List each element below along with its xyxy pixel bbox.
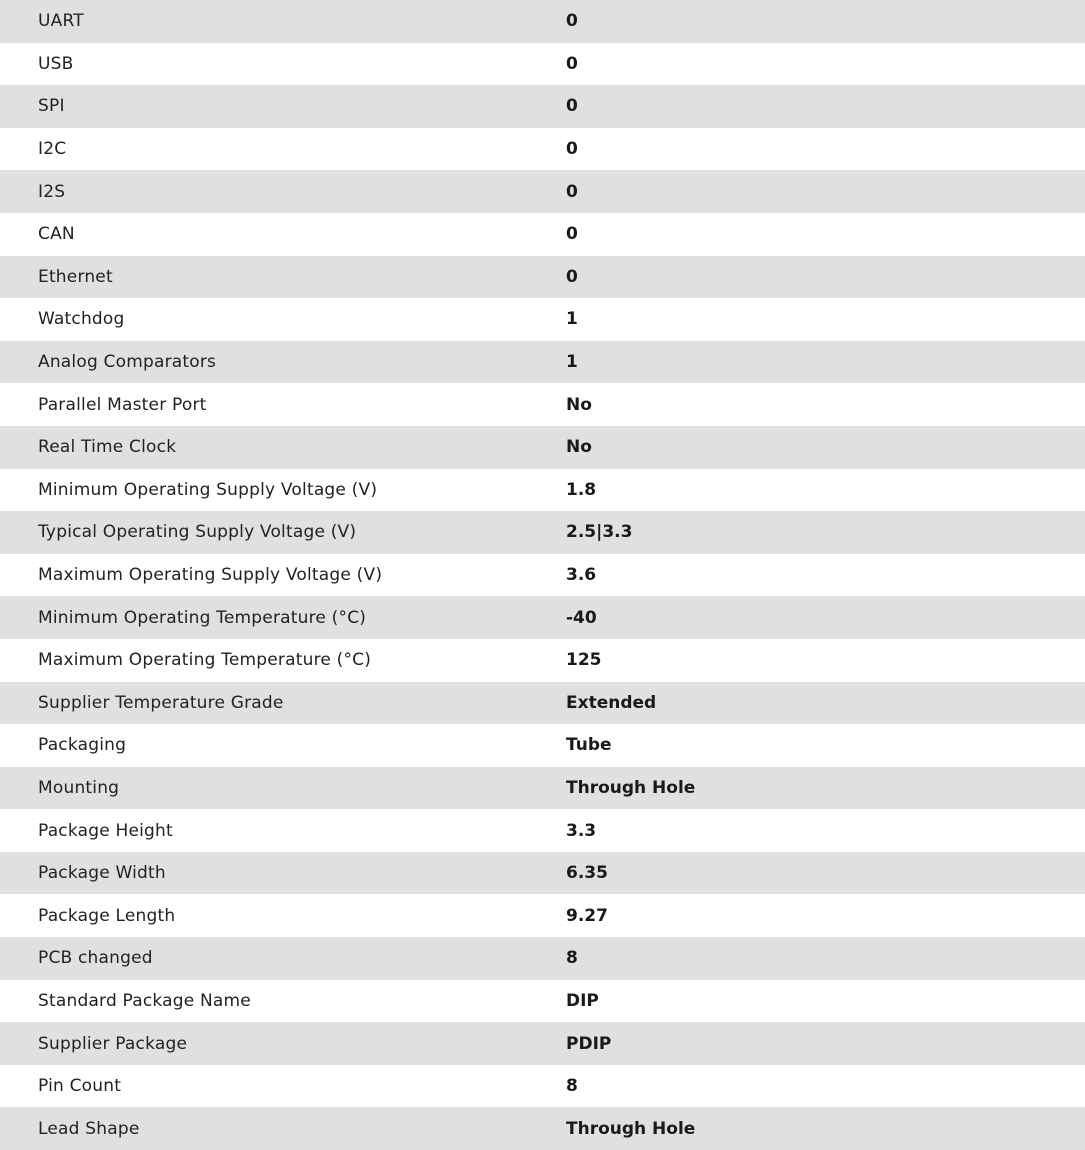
spec-label: Supplier Temperature Grade bbox=[38, 692, 284, 713]
spec-label: Analog Comparators bbox=[38, 352, 217, 373]
spec-value: Extended bbox=[566, 692, 657, 713]
table-row bbox=[0, 554, 1085, 597]
spec-label: CAN bbox=[38, 224, 75, 245]
spec-label: SPI bbox=[38, 96, 65, 117]
table-row bbox=[0, 128, 1085, 171]
spec-value: Tube bbox=[566, 735, 612, 756]
table-row bbox=[0, 639, 1085, 682]
table-row bbox=[0, 682, 1085, 725]
spec-value: 3.3 bbox=[566, 820, 597, 841]
spec-value: 0 bbox=[566, 139, 578, 160]
spec-label: Supplier Package bbox=[38, 1033, 188, 1054]
table-row bbox=[0, 85, 1085, 128]
table-row bbox=[0, 170, 1085, 213]
spec-value: 8 bbox=[566, 1076, 578, 1097]
table-row bbox=[0, 809, 1085, 852]
spec-value: 0 bbox=[566, 11, 578, 32]
spec-value: 0 bbox=[566, 266, 578, 287]
table-row bbox=[0, 426, 1085, 469]
spec-label: Package Width bbox=[38, 863, 166, 884]
table-row bbox=[0, 511, 1085, 554]
spec-value: 0 bbox=[566, 224, 578, 245]
table-row bbox=[0, 213, 1085, 256]
table-row bbox=[0, 1107, 1085, 1150]
table-row bbox=[0, 0, 1085, 43]
spec-value: 0 bbox=[566, 53, 578, 74]
spec-value: 0 bbox=[566, 181, 578, 202]
spec-label: Package Height bbox=[38, 820, 173, 841]
spec-value: 9.27 bbox=[566, 905, 608, 926]
table-row bbox=[0, 256, 1085, 299]
spec-value: No bbox=[566, 437, 592, 458]
spec-value: No bbox=[566, 394, 592, 415]
table-row bbox=[0, 298, 1085, 341]
spec-label: Real Time Clock bbox=[38, 437, 177, 458]
spec-label: Typical Operating Supply Voltage (V) bbox=[38, 522, 357, 543]
table-row bbox=[0, 469, 1085, 512]
spec-value: 1 bbox=[566, 352, 578, 373]
table-row bbox=[0, 596, 1085, 639]
spec-label: PCB changed bbox=[38, 948, 153, 969]
spec-label: USB bbox=[38, 53, 74, 74]
table-row bbox=[0, 980, 1085, 1023]
table-row bbox=[0, 1065, 1085, 1108]
table-row bbox=[0, 43, 1085, 86]
spec-label: Ethernet bbox=[38, 266, 113, 287]
spec-value: 3.6 bbox=[566, 565, 597, 586]
spec-label: Lead Shape bbox=[38, 1118, 140, 1139]
spec-value: 1.8 bbox=[566, 479, 597, 500]
spec-value: 8 bbox=[566, 948, 578, 969]
table-row bbox=[0, 852, 1085, 895]
spec-label: I2C bbox=[38, 139, 67, 160]
spec-label: Parallel Master Port bbox=[38, 394, 207, 415]
spec-label: Minimum Operating Temperature (°C) bbox=[38, 607, 367, 628]
spec-label: I2S bbox=[38, 181, 66, 202]
spec-value: DIP bbox=[566, 990, 599, 1011]
spec-value: 0 bbox=[566, 96, 578, 117]
table-row bbox=[0, 341, 1085, 384]
spec-label: Standard Package Name bbox=[38, 990, 251, 1011]
spec-label: Maximum Operating Temperature (°C) bbox=[38, 650, 372, 671]
table-row bbox=[0, 724, 1085, 767]
spec-label: Minimum Operating Supply Voltage (V) bbox=[38, 479, 378, 500]
spec-value: 125 bbox=[566, 650, 602, 671]
table-row bbox=[0, 894, 1085, 937]
spec-value: 2.5|3.3 bbox=[566, 522, 633, 543]
table-row bbox=[0, 767, 1085, 810]
spec-label: Packaging bbox=[38, 735, 127, 756]
spec-label: Pin Count bbox=[38, 1076, 122, 1097]
spec-label: UART bbox=[38, 11, 84, 32]
spec-label: Mounting bbox=[38, 777, 120, 798]
table-row bbox=[0, 937, 1085, 980]
spec-label: Package Length bbox=[38, 905, 176, 926]
spec-value: Through Hole bbox=[566, 1118, 696, 1139]
spec-label: Maximum Operating Supply Voltage (V) bbox=[38, 565, 383, 586]
spec-value: 1 bbox=[566, 309, 578, 330]
spec-value: Through Hole bbox=[566, 777, 696, 798]
table-row bbox=[0, 1022, 1085, 1065]
spec-label: Watchdog bbox=[38, 309, 125, 330]
table-row bbox=[0, 383, 1085, 426]
spec-value: 6.35 bbox=[566, 863, 608, 884]
spec-value: PDIP bbox=[566, 1033, 612, 1054]
spec-value: -40 bbox=[566, 607, 597, 628]
